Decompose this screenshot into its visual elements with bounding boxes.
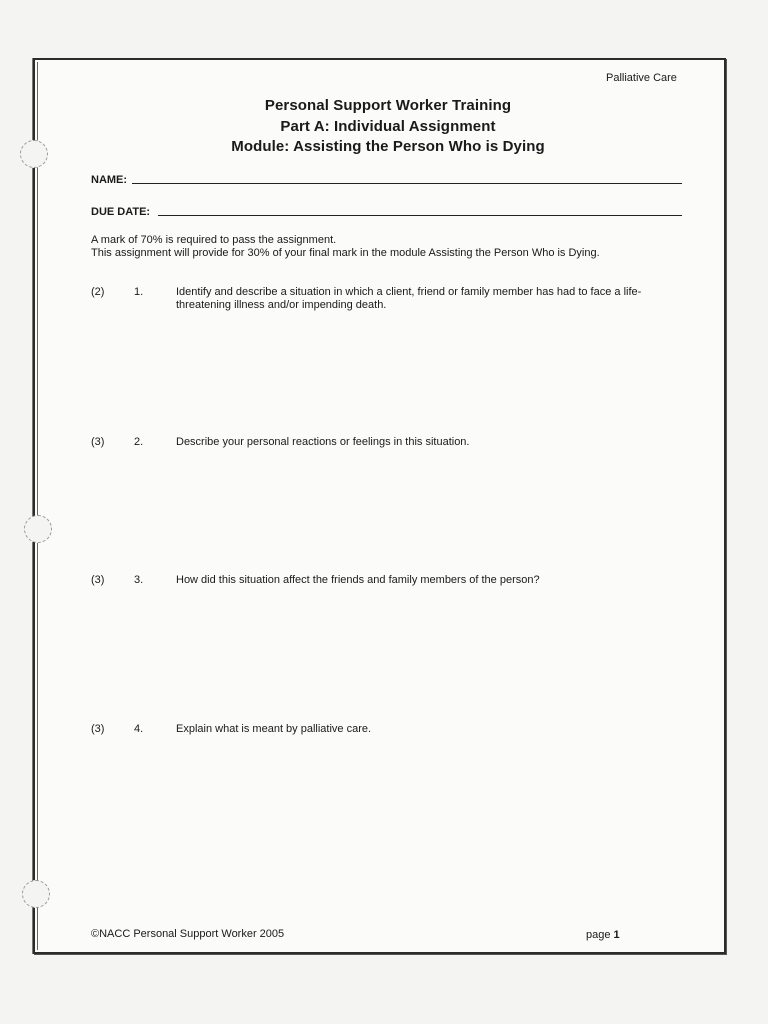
- name-label: NAME:: [91, 174, 128, 186]
- question-number: 3.: [134, 574, 144, 586]
- name-field[interactable]: [132, 183, 682, 184]
- punch-hole-icon: [24, 515, 52, 543]
- punch-hole-icon: [20, 140, 48, 168]
- document-subtitle: Part A: Individual Assignment: [280, 118, 496, 135]
- question-marks: (3): [91, 723, 105, 735]
- due-date-label: DUE DATE:: [91, 206, 151, 218]
- question-text: Identify and describe a situation in which a client, friend or family member has had to face a life-threatening illness and/or impending death.: [176, 286, 642, 311]
- document-title: Personal Support Worker Training: [264, 97, 512, 114]
- question-number: 1.: [134, 286, 144, 298]
- section-header: Palliative Care: [606, 72, 677, 84]
- module-title: Module: Assisting the Person Who is Dying: [231, 138, 545, 155]
- question-marks: (2): [91, 286, 105, 298]
- copyright-footer: ©NACC Personal Support Worker 2005: [91, 928, 285, 940]
- question-text: How did this situation affect the friends and family members of the person?: [176, 574, 540, 586]
- question-marks: (3): [91, 436, 105, 448]
- document-page: [33, 58, 726, 954]
- question-text: Describe your personal reactions or feelings in this situation.: [176, 436, 470, 448]
- due-date-field[interactable]: [158, 215, 682, 216]
- question-text: Explain what is meant by palliative care.: [176, 723, 372, 735]
- margin-line: [37, 62, 38, 950]
- question-number: 4.: [134, 723, 144, 735]
- punch-hole-icon: [22, 880, 50, 908]
- page-number: 1: [613, 929, 620, 941]
- question-number: 2.: [134, 436, 144, 448]
- page-label: page: [586, 929, 611, 941]
- weighting-text: This assignment will provide for 30% of your final mark in the module Assisting the Person Who is Dying.: [91, 247, 600, 259]
- page-indicator: [586, 929, 620, 941]
- question-marks: (3): [91, 574, 105, 586]
- pass-requirement-text: A mark of 70% is required to pass the assignment.: [91, 234, 337, 246]
